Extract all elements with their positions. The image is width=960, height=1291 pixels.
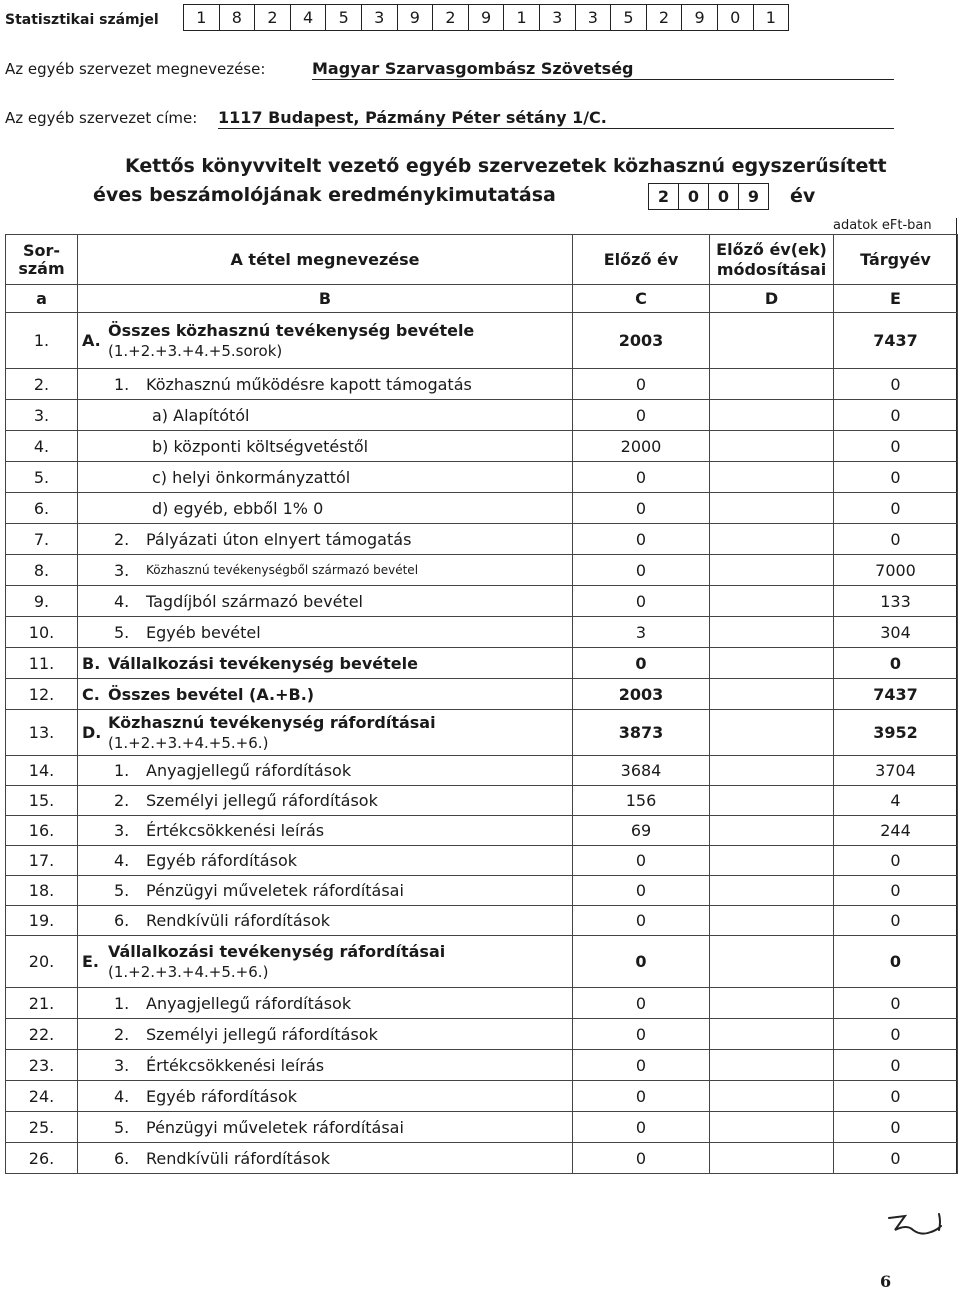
table-row: [6, 786, 958, 816]
item-index: 6.: [114, 911, 130, 930]
table-row: [6, 313, 958, 369]
table-letter-row: [6, 285, 958, 313]
row-number: 11.: [6, 648, 78, 679]
row-number: 6.: [6, 493, 78, 524]
table-row: [6, 1019, 958, 1050]
item-index: 1.: [114, 761, 130, 780]
item-name: [78, 462, 573, 493]
item-index: 6.: [114, 1148, 130, 1168]
letter-e: E: [834, 285, 958, 313]
prev-mod-value: [710, 493, 834, 524]
item-index: 4.: [114, 591, 130, 611]
row-number: 8.: [6, 555, 78, 586]
item-label: Tagdíjból származó bevétel: [146, 591, 363, 611]
item-index: 3.: [114, 560, 130, 580]
item-label: Egyéb ráfordítások: [146, 851, 297, 870]
prev-year-value: 0: [573, 586, 710, 617]
letter-a: a: [6, 285, 78, 313]
row-number: 13.: [6, 710, 78, 756]
table-row: [6, 906, 958, 936]
table-row: [6, 988, 958, 1019]
prev-year-value: 3: [573, 617, 710, 648]
item-name: [78, 555, 573, 586]
prev-mod-value: [710, 586, 834, 617]
prev-year-value: 0: [573, 648, 710, 679]
org-address-label: Az egyéb szervezet címe:: [5, 109, 198, 127]
year-label: év: [790, 185, 816, 207]
table-row: [6, 710, 958, 756]
org-name-value: Magyar Szarvasgombász Szövetség: [312, 59, 894, 80]
prev-mod-value: [710, 400, 834, 431]
section-letter: D.: [82, 723, 102, 742]
current-year-value: 133: [834, 586, 958, 617]
prev-mod-value: [710, 313, 834, 369]
item-label: d) egyéb, ebből 1% 0: [152, 498, 324, 518]
prev-year-value: 0: [573, 493, 710, 524]
item-name: [78, 431, 573, 462]
prev-year-value: 0: [573, 876, 710, 906]
item-name: [78, 786, 573, 816]
header-row-no: [6, 235, 78, 285]
item-formula: (1.+2.+3.+4.+5.+6.): [108, 733, 269, 752]
current-year-value: 0: [834, 906, 958, 936]
item-name: [78, 1081, 573, 1112]
prev-mod-value: [710, 524, 834, 555]
prev-year-value: 0: [573, 524, 710, 555]
item-index: 5.: [114, 622, 130, 642]
item-index: 2.: [114, 529, 130, 549]
item-name: [78, 846, 573, 876]
current-year-value: 0: [834, 1019, 958, 1050]
prev-year-value: 2003: [573, 313, 710, 369]
header-prev-mod-l2: módosításai: [716, 259, 827, 279]
table-row: [6, 493, 958, 524]
prev-mod-value: [710, 1143, 834, 1174]
item-name: [78, 313, 573, 369]
row-number: 25.: [6, 1112, 78, 1143]
item-label: Személyi jellegű ráfordítások: [146, 1024, 378, 1044]
current-year-value: 0: [834, 936, 958, 988]
stat-digit: 9: [682, 5, 718, 30]
item-index: 1.: [114, 374, 130, 394]
stat-digit: 9: [469, 5, 505, 30]
current-year-value: 7000: [834, 555, 958, 586]
signature-icon: [885, 1206, 947, 1242]
row-number: 23.: [6, 1050, 78, 1081]
item-formula: (1.+2.+3.+4.+5.+6.): [108, 962, 269, 981]
item-name: [78, 816, 573, 846]
report-title-line1: Kettős könyvvitelt vezető egyéb szervezetek közhasznú egyszerűsített: [125, 155, 887, 177]
prev-mod-value: [710, 462, 834, 493]
item-label: Rendkívüli ráfordítások: [146, 911, 331, 930]
org-address-value: 1117 Budapest, Pázmány Péter sétány 1/C.: [218, 108, 894, 129]
row-number: 4.: [6, 431, 78, 462]
table-row: [6, 648, 958, 679]
table-row: [6, 846, 958, 876]
item-label: Közhasznú tevékenység ráfordításai: [108, 712, 436, 732]
page-number: 6: [880, 1272, 892, 1291]
section-letter: E.: [82, 952, 100, 971]
header-current-year: Tárgyév: [834, 235, 958, 285]
stat-digit: 2: [255, 5, 291, 30]
prev-year-value: 2003: [573, 679, 710, 710]
item-label: Egyéb bevétel: [146, 622, 261, 642]
table-row: [6, 617, 958, 648]
prev-year-value: 3873: [573, 710, 710, 756]
report-title-line2: éves beszámolójának eredménykimutatása: [93, 184, 556, 206]
current-year-value: 7437: [834, 313, 958, 369]
item-name: [78, 906, 573, 936]
prev-mod-value: [710, 936, 834, 988]
prev-mod-value: [710, 786, 834, 816]
table-row: [6, 816, 958, 846]
item-label: Rendkívüli ráfordítások: [146, 1148, 331, 1168]
item-label: a) Alapítótól: [152, 405, 250, 425]
prev-year-value: 0: [573, 369, 710, 400]
item-name: [78, 493, 573, 524]
item-name: [78, 586, 573, 617]
current-year-value: 0: [834, 493, 958, 524]
item-name: [78, 400, 573, 431]
prev-mod-value: [710, 988, 834, 1019]
current-year-value: 4: [834, 786, 958, 816]
table-row: [6, 462, 958, 493]
current-year-value: 0: [834, 1112, 958, 1143]
current-year-value: 0: [834, 400, 958, 431]
row-number: 19.: [6, 906, 78, 936]
row-number: 1.: [6, 313, 78, 369]
stat-digit: 3: [362, 5, 398, 30]
item-name: [78, 648, 573, 679]
prev-year-value: 0: [573, 1081, 710, 1112]
item-index: 4.: [114, 851, 130, 870]
stat-digit: 1: [504, 5, 540, 30]
current-year-value: 0: [834, 648, 958, 679]
current-year-value: 3952: [834, 710, 958, 756]
stat-digit: 8: [220, 5, 256, 30]
item-name: [78, 936, 573, 988]
item-label: b) központi költségvetéstől: [152, 436, 369, 456]
prev-mod-value: [710, 846, 834, 876]
current-year-value: 244: [834, 816, 958, 846]
item-name: [78, 1019, 573, 1050]
current-year-value: 0: [834, 988, 958, 1019]
row-number: 26.: [6, 1143, 78, 1174]
item-label: Anyagjellegű ráfordítások: [146, 993, 352, 1013]
item-label: Pályázati úton elnyert támogatás: [146, 529, 412, 549]
current-year-value: 0: [834, 846, 958, 876]
current-year-value: 0: [834, 1143, 958, 1174]
prev-year-value: 0: [573, 936, 710, 988]
item-label: Közhasznú működésre kapott támogatás: [146, 374, 472, 394]
current-year-value: 7437: [834, 679, 958, 710]
prev-year-value: 0: [573, 462, 710, 493]
item-label: Értékcsökkenési leírás: [146, 1055, 325, 1075]
letter-c: C: [573, 285, 710, 313]
item-label: Pénzügyi műveletek ráfordításai: [146, 881, 404, 900]
item-name: [78, 1143, 573, 1174]
stat-digit: 0: [718, 5, 754, 30]
header-row-no-text: Sor- szám: [18, 240, 65, 278]
item-name: [78, 679, 573, 710]
prev-mod-value: [710, 710, 834, 756]
item-index: 5.: [114, 1117, 130, 1137]
row-number: 15.: [6, 786, 78, 816]
row-number: 7.: [6, 524, 78, 555]
row-number: 3.: [6, 400, 78, 431]
prev-year-value: 0: [573, 988, 710, 1019]
item-label: Vállalkozási tevékenység ráfordításai: [108, 941, 446, 961]
item-index: 3.: [114, 1055, 130, 1075]
prev-year-value: 3684: [573, 756, 710, 786]
stat-number-label: Statisztikai számjel: [5, 12, 159, 28]
prev-mod-value: [710, 1081, 834, 1112]
prev-mod-value: [710, 1050, 834, 1081]
table-row: [6, 1143, 958, 1174]
item-label: c) helyi önkormányzattól: [152, 467, 351, 487]
item-name: [78, 710, 573, 756]
letter-b: B: [78, 285, 573, 313]
prev-year-value: 0: [573, 1143, 710, 1174]
prev-mod-value: [710, 816, 834, 846]
item-label: Összes bevétel (A.+B.): [108, 684, 315, 704]
prev-mod-value: [710, 1019, 834, 1050]
item-name: [78, 524, 573, 555]
stat-digit: 2: [647, 5, 683, 30]
prev-year-value: 0: [573, 846, 710, 876]
row-number: 2.: [6, 369, 78, 400]
current-year-value: 0: [834, 431, 958, 462]
current-year-value: 0: [834, 876, 958, 906]
year-digit: 0: [679, 184, 709, 209]
prev-year-value: 0: [573, 1112, 710, 1143]
prev-mod-value: [710, 369, 834, 400]
unit-note: adatok eFt-ban: [833, 218, 932, 233]
stat-digit: 5: [326, 5, 362, 30]
item-index: 5.: [114, 881, 130, 900]
stat-digit: 3: [576, 5, 612, 30]
row-number: 14.: [6, 756, 78, 786]
row-number: 24.: [6, 1081, 78, 1112]
item-formula: (1.+2.+3.+4.+5.sorok): [108, 341, 283, 360]
prev-mod-value: [710, 679, 834, 710]
current-year-value: 304: [834, 617, 958, 648]
current-year-value: 0: [834, 1081, 958, 1112]
table-row: [6, 756, 958, 786]
item-name: [78, 756, 573, 786]
prev-mod-value: [710, 756, 834, 786]
table-row: [6, 936, 958, 988]
current-year-value: 0: [834, 524, 958, 555]
header-prev-mod-l1: Előző év(ek): [716, 239, 827, 259]
stat-digit: 5: [611, 5, 647, 30]
stat-number-boxes: [183, 4, 789, 31]
header-prev-year: Előző év: [573, 235, 710, 285]
table-header-row: [6, 235, 958, 285]
prev-year-value: 2000: [573, 431, 710, 462]
table-row: [6, 586, 958, 617]
item-label: Összes közhasznú tevékenység bevétele: [108, 320, 475, 340]
table-row: [6, 524, 958, 555]
item-label: Értékcsökkenési leírás: [146, 821, 325, 840]
stat-digit: 1: [184, 5, 220, 30]
stat-digit: 4: [291, 5, 327, 30]
header-prev-mod: [710, 235, 834, 285]
item-label: Vállalkozási tevékenység bevétele: [108, 653, 418, 673]
table-row: [6, 431, 958, 462]
item-index: 1.: [114, 993, 130, 1013]
row-number: 9.: [6, 586, 78, 617]
year-digit: 0: [709, 184, 739, 209]
row-number: 20.: [6, 936, 78, 988]
current-year-value: 0: [834, 369, 958, 400]
table-row: [6, 1050, 958, 1081]
item-index: 2.: [114, 1024, 130, 1044]
stat-digit: 3: [540, 5, 576, 30]
row-number: 21.: [6, 988, 78, 1019]
prev-mod-value: [710, 876, 834, 906]
table-row: [6, 369, 958, 400]
item-name: [78, 988, 573, 1019]
prev-year-value: 0: [573, 400, 710, 431]
row-number: 12.: [6, 679, 78, 710]
section-letter: C.: [82, 684, 100, 704]
item-label: Pénzügyi műveletek ráfordításai: [146, 1117, 404, 1137]
income-statement-table: [5, 234, 958, 1174]
prev-mod-value: [710, 648, 834, 679]
current-year-value: 3704: [834, 756, 958, 786]
prev-mod-value: [710, 1112, 834, 1143]
item-name: [78, 1050, 573, 1081]
current-year-value: 0: [834, 462, 958, 493]
prev-mod-value: [710, 555, 834, 586]
year-digit: 2: [649, 184, 679, 209]
stat-digit: 9: [398, 5, 434, 30]
table-row: [6, 1112, 958, 1143]
year-digit: 9: [747, 187, 760, 206]
item-label: Személyi jellegű ráfordítások: [146, 791, 378, 810]
prev-year-value: 0: [573, 1050, 710, 1081]
header-item-name: A tétel megnevezése: [78, 235, 573, 285]
prev-mod-value: [710, 906, 834, 936]
table-row: [6, 876, 958, 906]
prev-year-value: 0: [573, 906, 710, 936]
stat-digit: 1: [765, 8, 776, 27]
prev-mod-value: [710, 617, 834, 648]
stat-digit: 2: [433, 5, 469, 30]
year-boxes: [648, 183, 769, 210]
table-row: [6, 1081, 958, 1112]
letter-d: D: [710, 285, 834, 313]
item-index: 3.: [114, 821, 130, 840]
table-row: [6, 555, 958, 586]
prev-year-value: 156: [573, 786, 710, 816]
item-label: Egyéb ráfordítások: [146, 1086, 297, 1106]
row-number: 10.: [6, 617, 78, 648]
section-letter: A.: [82, 331, 101, 350]
item-name: [78, 1112, 573, 1143]
row-number: 18.: [6, 876, 78, 906]
org-name-label: Az egyéb szervezet megnevezése:: [5, 60, 266, 78]
table-row: [6, 400, 958, 431]
item-index: 4.: [114, 1086, 130, 1106]
prev-year-value: 0: [573, 1019, 710, 1050]
item-index: 2.: [114, 791, 130, 810]
item-name: [78, 617, 573, 648]
row-number: 22.: [6, 1019, 78, 1050]
row-number: 17.: [6, 846, 78, 876]
current-year-value: 0: [834, 1050, 958, 1081]
prev-year-value: 0: [573, 555, 710, 586]
item-name: [78, 369, 573, 400]
prev-year-value: 69: [573, 816, 710, 846]
prev-mod-value: [710, 431, 834, 462]
row-number: 16.: [6, 816, 78, 846]
table-row: [6, 679, 958, 710]
section-letter: B.: [82, 653, 101, 673]
item-label: Anyagjellegű ráfordítások: [146, 761, 352, 780]
item-name: [78, 876, 573, 906]
row-number: 5.: [6, 462, 78, 493]
item-label: Közhasznú tevékenységből származó bevétel: [146, 563, 419, 577]
